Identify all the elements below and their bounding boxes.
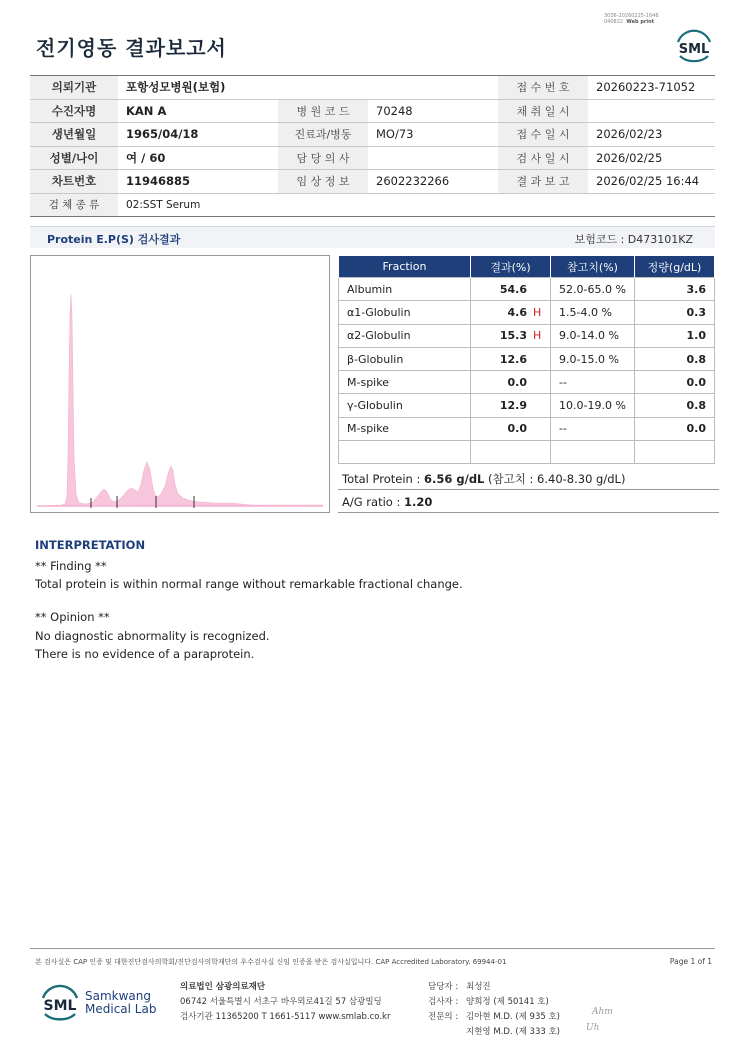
interpretation-title: INTERPRETATION — [35, 538, 146, 552]
result-cell — [471, 441, 551, 464]
company-name-line2: Medical Lab — [85, 1002, 157, 1016]
result-value: 0.0 — [507, 375, 527, 389]
result-value: 4.6 — [507, 305, 527, 319]
staff-name: 지현영 M.D. (제 333 호) — [466, 1027, 561, 1037]
total-protein-value: 6.56 g/dL — [424, 472, 485, 486]
info-value: MO/73 — [368, 123, 498, 147]
protein-curve — [37, 294, 323, 506]
fraction-name: M-spike — [339, 417, 471, 440]
staff-name: 김아현 M.D. (제 935 호) — [466, 1012, 561, 1022]
result-cell — [471, 394, 551, 417]
print-code — [604, 13, 659, 25]
reference-range: 10.0-19.0 % — [551, 394, 635, 417]
opinion-line-2: There is no evidence of a paraprotein. — [35, 647, 255, 661]
result-cell — [471, 347, 551, 370]
specimen-value: 02:SST Serum — [118, 193, 715, 217]
staff-entry — [428, 995, 560, 1010]
info-label: 임 상 정 보 — [278, 170, 368, 194]
signature-mark-2: Uh — [586, 1023, 600, 1033]
sml-logo-icon — [672, 26, 716, 64]
result-cell — [471, 417, 551, 440]
accreditation-notice: 본 검사실은 CAP 인증 및 대한진단검사의학회/진단검사의학재단의 우수검사실 신임 인증을 받은 검사실입니다. CAP Accredited Laboratory. 69944-01 — [35, 958, 507, 966]
report-title: 전기영동 결과보고서 — [36, 36, 227, 60]
quantity-value: 0.8 — [635, 394, 715, 417]
result-cell — [471, 278, 551, 301]
opinion-heading: ** Opinion ** — [35, 610, 110, 624]
organization-address: 06742 서울특별시 서초구 바우뫼로41길 57 삼광빌딩 — [180, 997, 382, 1007]
result-value: 15.3 — [499, 329, 527, 343]
ag-ratio-line — [338, 490, 719, 513]
info-value — [588, 99, 715, 123]
result-row — [339, 301, 715, 324]
staff-list — [428, 980, 560, 1040]
result-cell — [471, 324, 551, 347]
total-protein-line — [338, 466, 719, 490]
patient-info-row — [30, 170, 715, 194]
reference-range: -- — [551, 371, 635, 394]
info-label: 접 수 번 호 — [498, 76, 588, 100]
footer-divider — [30, 948, 715, 949]
info-value: 1965/04/18 — [118, 123, 278, 147]
result-value: 12.9 — [499, 399, 527, 413]
fraction-name: α2-Globulin — [339, 324, 471, 347]
high-flag: H — [533, 305, 542, 319]
quantity-value: 0.3 — [635, 301, 715, 324]
result-row — [339, 441, 715, 464]
col-header-quantity: 정량(g/dL) — [635, 256, 715, 278]
info-label: 의뢰기관 — [30, 76, 118, 100]
specimen-label: 검 체 종 류 — [30, 193, 118, 217]
result-value: 54.6 — [499, 282, 527, 296]
organization-name: 의료법인 삼광의료재단 — [180, 982, 266, 992]
info-label: 수진자명 — [30, 99, 118, 123]
staff-name: 양희정 (제 50141 호) — [466, 997, 549, 1007]
section-title: Protein E.P(S) 검사결과 — [47, 233, 181, 246]
result-row — [339, 417, 715, 440]
info-label: 차트번호 — [30, 170, 118, 194]
quantity-value — [635, 441, 715, 464]
info-label: 결 과 보 고 — [498, 170, 588, 194]
fraction-name: Albumin — [339, 278, 471, 301]
sml-footer-logo-icon — [36, 980, 84, 1024]
reference-range: 9.0-15.0 % — [551, 347, 635, 370]
info-value: 여 / 60 — [118, 146, 278, 170]
patient-info-table — [30, 75, 715, 217]
info-value: 11946885 — [118, 170, 278, 194]
result-row — [339, 371, 715, 394]
page-number: Page 1 of 1 — [669, 957, 712, 966]
patient-info-row — [30, 76, 715, 100]
quantity-value: 1.0 — [635, 324, 715, 347]
patient-info-row — [30, 99, 715, 123]
organization-info — [180, 980, 390, 1025]
reference-range: 52.0-65.0 % — [551, 278, 635, 301]
patient-info-row — [30, 146, 715, 170]
info-label: 채 취 일 시 — [498, 99, 588, 123]
fraction-name: M-spike — [339, 371, 471, 394]
company-name — [85, 990, 156, 1016]
total-protein-ref: (참고치 : 6.40-8.30 g/dL) — [484, 472, 626, 486]
fraction-name: γ-Globulin — [339, 394, 471, 417]
quantity-value: 0.8 — [635, 347, 715, 370]
result-row — [339, 324, 715, 347]
result-cell — [471, 301, 551, 324]
info-label: 생년월일 — [30, 123, 118, 147]
info-value — [368, 146, 498, 170]
quantity-value: 0.0 — [635, 371, 715, 394]
info-value: KAN A — [118, 99, 278, 123]
staff-role: 전문의 : — [428, 1012, 459, 1022]
finding-heading: ** Finding ** — [35, 559, 107, 573]
fraction-name — [339, 441, 471, 464]
result-value: 0.0 — [507, 422, 527, 436]
print-code-line1: 3036-20260225-1646 — [604, 13, 659, 19]
info-value: 2026/02/25 16:44 — [588, 170, 715, 194]
specimen-row — [30, 193, 715, 217]
result-value: 12.6 — [499, 352, 527, 366]
print-label: Web print — [626, 19, 655, 25]
results-table — [338, 255, 715, 464]
info-value: 70248 — [368, 99, 498, 123]
info-label: 담 당 의 사 — [278, 146, 368, 170]
info-label: 성별/나이 — [30, 146, 118, 170]
info-value: 포항성모병원(보험) — [118, 76, 278, 100]
col-header-reference: 참고치(%) — [551, 256, 635, 278]
opinion-line-1: No diagnostic abnormality is recognized. — [35, 629, 270, 643]
print-code-line2: 040822 — [604, 19, 624, 25]
staff-name: 최성진 — [466, 982, 491, 992]
finding-text: Total protein is within normal range without remarkable fractional change. — [35, 577, 463, 591]
info-value: 2602232266 — [368, 170, 498, 194]
ag-ratio-label: A/G ratio : — [342, 495, 405, 509]
result-row — [339, 394, 715, 417]
info-value — [368, 76, 498, 100]
section-header — [30, 226, 715, 248]
result-cell — [471, 371, 551, 394]
sml-logo-text: SML — [678, 42, 710, 57]
reference-range: 1.5-4.0 % — [551, 301, 635, 324]
organization-contact: 검사기관 11365200 T 1661-5117 www.smlab.co.kr — [180, 1012, 391, 1022]
patient-info-row — [30, 123, 715, 147]
quantity-value: 0.0 — [635, 417, 715, 440]
insurance-code: 보험코드 : D473101KZ — [574, 233, 693, 246]
fraction-name: α1-Globulin — [339, 301, 471, 324]
ag-ratio-value: 1.20 — [404, 495, 433, 509]
reference-range — [551, 441, 635, 464]
col-header-result: 결과(%) — [471, 256, 551, 278]
signature-mark-1: Ahm — [592, 1007, 613, 1017]
total-protein-label: Total Protein : — [342, 472, 425, 486]
result-row — [339, 278, 715, 301]
staff-entry — [428, 1010, 560, 1025]
quantity-value: 3.6 — [635, 278, 715, 301]
info-value: 20260223-71052 — [588, 76, 715, 100]
info-label — [278, 76, 368, 100]
reference-range: 9.0-14.0 % — [551, 324, 635, 347]
info-label: 병 원 코 드 — [278, 99, 368, 123]
staff-entry — [428, 980, 560, 995]
sml-footer-logo-text: SML — [43, 998, 77, 1014]
electrophoresis-curve — [31, 256, 329, 512]
info-label: 진료과/병동 — [278, 123, 368, 147]
fraction-name: β-Globulin — [339, 347, 471, 370]
electrophoresis-graph — [30, 255, 330, 513]
reference-range: -- — [551, 417, 635, 440]
info-value: 2026/02/25 — [588, 146, 715, 170]
info-label: 검 사 일 시 — [498, 146, 588, 170]
company-name-line1: Samkwang — [85, 989, 151, 1003]
staff-role: 검사자 : — [428, 997, 459, 1007]
info-value: 2026/02/23 — [588, 123, 715, 147]
result-row — [339, 347, 715, 370]
info-label: 접 수 일 시 — [498, 123, 588, 147]
col-header-fraction: Fraction — [339, 256, 471, 278]
high-flag: H — [533, 329, 542, 343]
staff-entry — [428, 1025, 560, 1040]
staff-role: 담당자 : — [428, 982, 459, 992]
